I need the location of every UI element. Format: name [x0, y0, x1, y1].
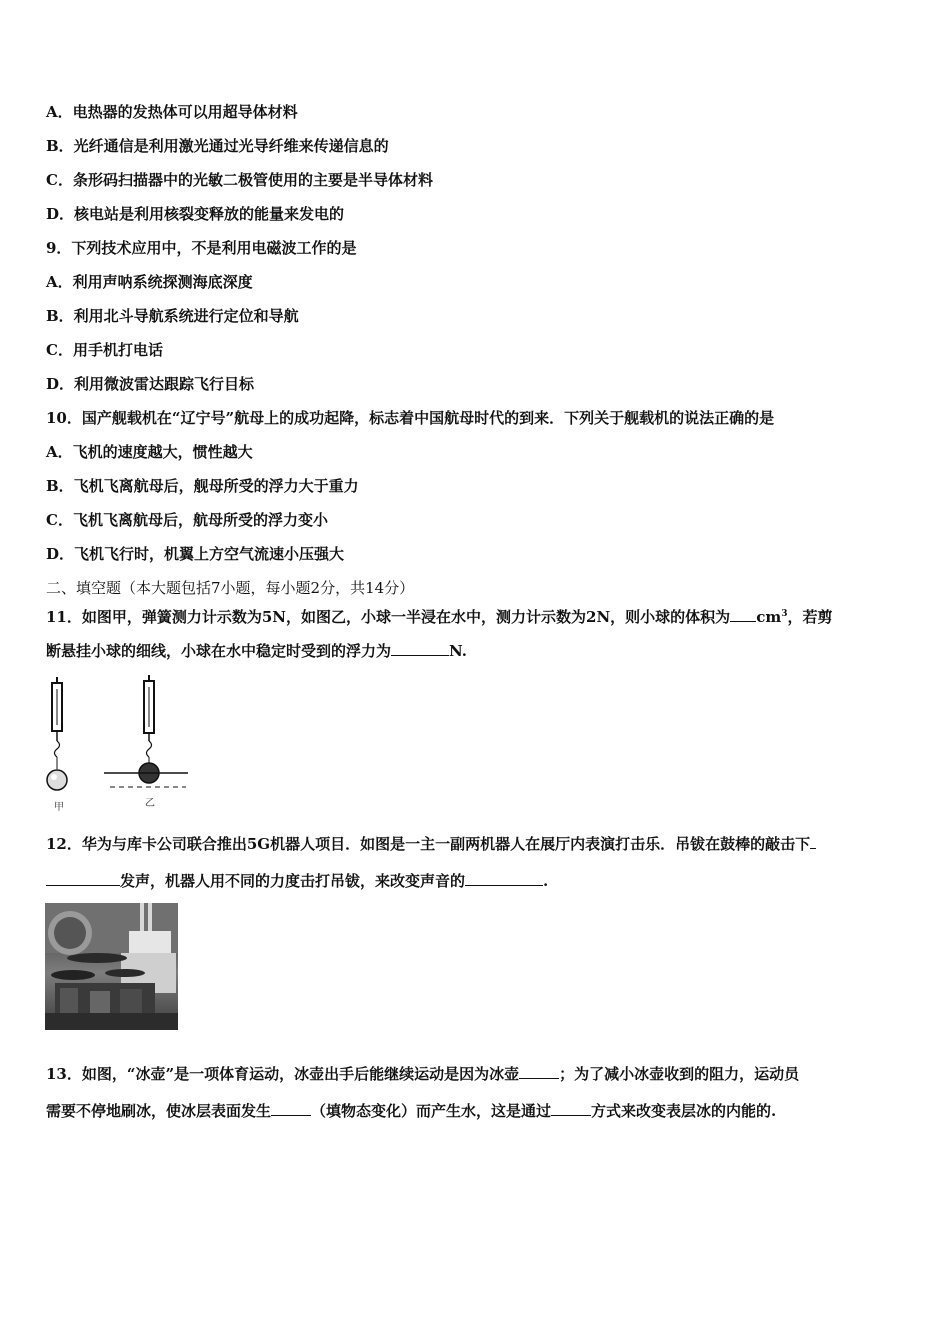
q8-option-d: D．核电站是利用核裂变释放的能量来发电的 [46, 205, 345, 223]
q11-unit: cm [756, 608, 782, 626]
q12-line1 [46, 834, 816, 854]
q10-option-b: B．飞机飞离航母后，舰母所受的浮力大于重力 [46, 477, 359, 495]
q11-line1 [46, 604, 832, 627]
q13-line1-tail: ；为了减小冰壶收到的阻力，运动员 [559, 1065, 800, 1083]
q12-line2-tail: . [543, 872, 549, 890]
q10-option-c: C．飞机飞离航母后，航母所受的浮力变小 [46, 511, 328, 529]
q13-line1-text: 13．如图，“冰壶”是一项体育运动，冰壶出手后能继续运动是因为冰壶 [46, 1065, 520, 1083]
q9-option-b: B．利用北斗导航系统进行定位和导航 [46, 307, 299, 325]
q11-unit-sup: 3 [781, 609, 788, 619]
q9-option-c: C．用手机打电话 [46, 341, 163, 359]
q12-line2 [46, 871, 548, 891]
q11-fig-label-a: 甲 [54, 802, 64, 813]
q12-blank-a-start [810, 834, 816, 849]
q11-line2-text: 断悬挂小球的细线，小球在水中稳定时受到的浮力为 [46, 642, 392, 660]
q13-line2-tail: 方式来改变表层冰的内能的. [591, 1102, 777, 1120]
spring-scale-b [104, 675, 188, 787]
q13-line1 [46, 1064, 799, 1084]
q11-line1-text: 11．如图甲，弹簧测力计示数为5N，如图乙，小球一半浸在水中，测力计示数为2N，则小球的体积为 [46, 608, 731, 626]
q8-option-a: A．电热器的发热体可以用超导体材料 [46, 103, 298, 121]
q13-line2 [46, 1101, 776, 1121]
q12-line2-text: 发声，机器人用不同的力度击打吊钹，来改变声音的 [120, 872, 466, 890]
q11-line2 [46, 641, 467, 661]
q12-blank-a [46, 871, 120, 886]
q9-option-a: A．利用声呐系统探测海底深度 [46, 273, 253, 291]
spring-scale-a [47, 677, 67, 790]
q13-line2-mid: （填物态变化）而产生水，这是通过 [311, 1102, 552, 1120]
q11-line1-tail: ，若剪 [787, 608, 833, 626]
q13-blank-c [551, 1101, 591, 1116]
q13-blank-a [519, 1064, 559, 1079]
q10-stem: 10．国产舰载机在“辽宁号”航母上的成功起降，标志着中国航母时代的到来．下列关于舰载机的说法正确的是 [46, 409, 775, 427]
q12-blank-b [465, 871, 543, 886]
q9-option-d: D．利用微波雷达跟踪飞行目标 [46, 375, 255, 393]
q10-option-a: A．飞机的速度越大，惯性越大 [46, 443, 253, 461]
q8-option-c: C．条形码扫描器中的光敏二极管使用的主要是半导体材料 [46, 171, 433, 189]
q11-blank-volume [730, 607, 756, 622]
q11-blank-buoyancy [391, 641, 449, 656]
q8-option-b: B．光纤通信是利用激光通过光导纤维来传递信息的 [46, 137, 389, 155]
q11-line2-tail: N. [449, 642, 467, 660]
q11-fig-label-b: 乙 [145, 798, 155, 809]
q10-option-d: D．飞机飞行时，机翼上方空气流速小压强大 [46, 545, 345, 563]
q11-figure [40, 675, 200, 820]
robot-drummer-photo [45, 903, 178, 1030]
q9-stem: 9．下列技术应用中，不是利用电磁波工作的是 [46, 239, 357, 257]
q13-blank-b [271, 1101, 311, 1116]
section-heading: 二、填空题（本大题包括7小题，每小题2分，共14分） [46, 579, 415, 597]
q13-line2-text: 需要不停地刷冰，使冰层表面发生 [46, 1102, 272, 1120]
q12-line1-text: 12．华为与库卡公司联合推出5G机器人项目．如图是一主一副两机器人在展厅内表演打击乐．吊钹在鼓棒的敲击下 [46, 835, 811, 853]
